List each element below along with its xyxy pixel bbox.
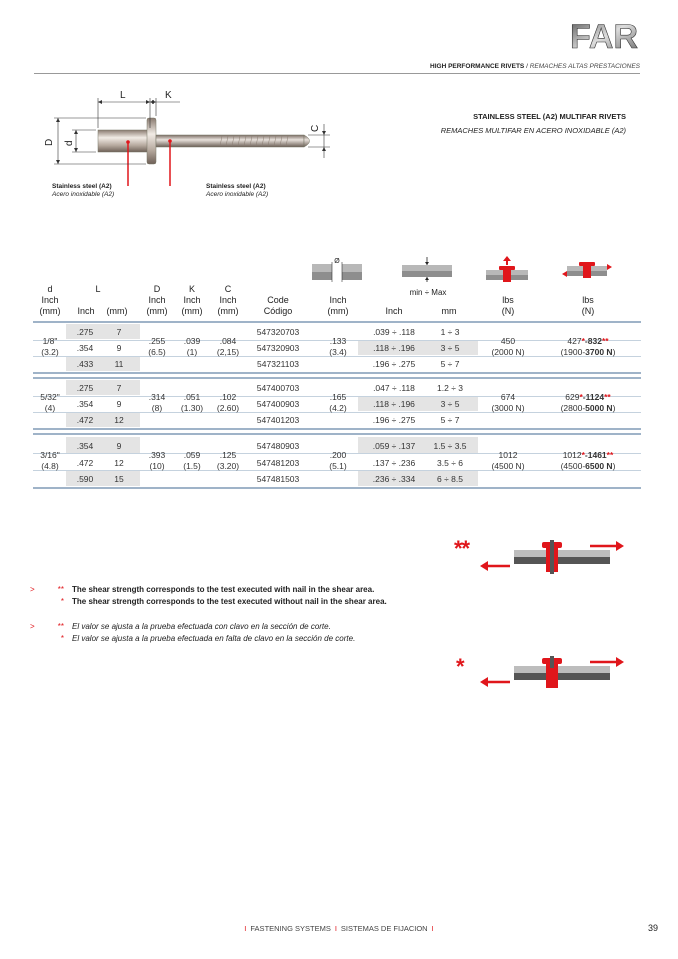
l-mm: 9 — [116, 399, 122, 409]
fig-without-nail-mark: * — [456, 654, 464, 679]
header-section-en: HIGH PERFORMANCE RIVETS — [430, 63, 525, 70]
col-hole-unit-mm: (mm) — [327, 306, 349, 316]
g2-C: .102 (2.60) — [216, 392, 240, 413]
far-logo — [568, 16, 640, 54]
col-head-grip-inch: Inch — [385, 306, 403, 316]
fig-with-nail-mark: ** — [454, 536, 470, 561]
page-number: 39 — [647, 923, 658, 933]
code: 547480903 — [256, 441, 300, 451]
grip-inch: .118 ÷ .196 — [373, 399, 415, 409]
col-d-unit-inch: Inch — [41, 295, 59, 305]
l-inch: .275 — [76, 383, 94, 393]
g3-d: 3/16" (4.8) — [40, 450, 60, 471]
code: 547481203 — [256, 458, 300, 468]
g2-K: .051 (1.30) — [180, 392, 204, 413]
col-head-l-label: L — [95, 284, 101, 294]
material-label-left — [52, 183, 114, 199]
g3-tensile: 1012 (4500 N) — [491, 450, 525, 471]
l-inch: .472 — [76, 415, 94, 425]
note-es-2: * El valor se ajusta a la prueba efectuada en falta de clavo en la sección de corte. — [60, 634, 356, 643]
grip-inch: .196 ÷ .275 — [372, 359, 416, 369]
svg-text:FAR: FAR — [570, 18, 638, 54]
l-mm: 9 — [116, 441, 122, 451]
col-D-label: D — [153, 284, 161, 294]
grip-mm: 3 ÷ 5 — [440, 399, 460, 409]
g2-D: .314 (8) — [148, 392, 166, 413]
col-head-grip-mm: mm — [441, 306, 457, 316]
header-section-es: REMACHES ALTAS PRESTACIONES — [529, 63, 640, 70]
svg-text:Ø: Ø — [334, 258, 340, 265]
l-mm: 7 — [116, 327, 122, 337]
shear-strength-icon — [561, 254, 613, 284]
l-mm: 11 — [114, 359, 124, 369]
g3-D: .393 (10) — [148, 450, 166, 471]
grip-mm: 5 ÷ 7 — [440, 415, 460, 425]
g3-shear: 1012*-1461** (4500-6500 N) — [560, 450, 616, 471]
l-mm: 7 — [116, 383, 122, 393]
col-K-unit-inch: Inch — [183, 295, 201, 305]
table-rule — [33, 377, 641, 379]
material-right-en: Stainless steel (A2) — [206, 183, 266, 190]
table-rule — [33, 321, 641, 323]
table-rule — [33, 433, 641, 435]
col-C-label: C — [224, 284, 232, 294]
shear-without-nail-figure — [478, 654, 628, 698]
footer-right: SISTEMAS DE FIJACION — [340, 924, 428, 933]
svg-text:K: K — [165, 90, 172, 101]
grip-inch: .196 ÷ .275 — [372, 415, 416, 425]
grip-inch: .059 ÷ .137 — [372, 441, 416, 451]
table-rule — [33, 372, 641, 374]
svg-text:D: D — [44, 138, 55, 146]
col-head-C — [212, 284, 244, 317]
col-code-label-es: Código — [263, 306, 293, 316]
g1-C: .084 (2,15) — [216, 336, 240, 357]
col-K-label: K — [188, 284, 195, 294]
material-left-es: Acero inoxidable (A2) — [52, 191, 115, 198]
note-en-1: > ** The shear strength corresponds to the test executed with nail in the shear area. — [30, 585, 375, 594]
footer-left: FASTENING SYSTEMS — [250, 924, 331, 933]
l-inch: .354 — [76, 399, 94, 409]
table-rule — [33, 428, 641, 430]
code: 547320903 — [256, 343, 300, 353]
col-K-unit-mm: (mm) — [181, 306, 203, 316]
col-head-K — [176, 284, 208, 317]
col-tensile-unit-lbs: lbs — [502, 295, 514, 305]
g3-hole: .200 (5.1) — [329, 450, 347, 471]
col-d-label: d — [47, 284, 53, 294]
l-mm: 12 — [114, 415, 124, 425]
g3-C: .125 (3.20) — [216, 450, 240, 471]
code: 547400703 — [256, 383, 300, 393]
code: 547320703 — [256, 327, 300, 337]
svg-text:L: L — [120, 90, 126, 101]
tensile-strength-icon — [484, 254, 530, 284]
grip-inch: .039 ÷ .118 — [373, 327, 415, 337]
grip-inch: .137 ÷ .236 — [372, 458, 416, 468]
l-inch: .472 — [76, 458, 94, 468]
grip-inch: .118 ÷ .196 — [373, 343, 415, 353]
hole-diameter-icon — [310, 258, 364, 284]
header-section — [430, 63, 640, 70]
col-head-grip-range: min ÷ Max — [409, 288, 447, 297]
col-shear-unit-n: (N) — [581, 306, 595, 316]
l-mm: 9 — [116, 343, 122, 353]
grip-mm: 3.5 ÷ 6 — [437, 458, 463, 468]
code: 547401203 — [256, 415, 300, 425]
product-title-en: STAINLESS STEEL (A2) MULTIFAR RIVETS — [473, 112, 626, 121]
g2-hole: .165 (4.2) — [329, 392, 347, 413]
l-inch: .275 — [76, 327, 94, 337]
note-es-1: > ** El valor se ajusta a la prueba efectuada con clavo en la sección de corte. — [30, 622, 331, 631]
col-shear-unit-lbs: lbs — [582, 295, 594, 305]
grip-mm: 5 ÷ 7 — [440, 359, 460, 369]
l-inch: .354 — [76, 343, 94, 353]
grip-inch: .047 ÷ .118 — [373, 383, 415, 393]
col-head-hole — [318, 295, 358, 317]
grip-mm: 1.2 ÷ 3 — [437, 383, 463, 393]
g2-d: 5/32" (4) — [40, 392, 60, 413]
material-label-right — [206, 183, 268, 199]
grip-mm: 3 ÷ 5 — [440, 343, 460, 353]
col-C-unit-mm: (mm) — [217, 306, 239, 316]
l-mm: 12 — [114, 458, 124, 468]
code: 547321103 — [257, 359, 299, 369]
col-head-d — [36, 284, 64, 317]
g1-K: .039 (1) — [183, 336, 201, 357]
header-rule — [34, 73, 640, 74]
svg-text:C: C — [310, 124, 321, 132]
svg-text:d: d — [64, 140, 75, 146]
g2-tensile: 674 (3000 N) — [491, 392, 525, 413]
grip-range-icon — [400, 256, 454, 282]
header-separator: / — [526, 63, 528, 70]
g3-K: .059 (1.5) — [183, 450, 201, 471]
shear-with-nail-figure — [478, 538, 628, 582]
material-left-en: Stainless steel (A2) — [52, 183, 112, 190]
col-C-unit-inch: Inch — [219, 295, 237, 305]
l-mm: 15 — [114, 474, 124, 484]
note-en-2: * The shear strength corresponds to the test executed without nail in the shear area. — [60, 597, 387, 606]
code: 547400903 — [256, 399, 300, 409]
g2-shear: 629*-1124** (2800-5000 N) — [560, 392, 616, 413]
col-D-unit-mm: (mm) — [146, 306, 168, 316]
material-right-es: Acero inoxidable (A2) — [206, 191, 269, 198]
table-rule — [33, 487, 641, 489]
l-inch: .354 — [76, 441, 94, 451]
l-inch: .590 — [76, 474, 94, 484]
col-code-label-en: Code — [267, 295, 289, 305]
col-hole-unit-inch: Inch — [329, 295, 347, 305]
grip-mm: 6 ÷ 8.5 — [437, 474, 463, 484]
l-inch: .433 — [76, 359, 94, 369]
product-title-es: REMACHES MULTIFAR EN ACERO INOXIDABLE (A2) — [440, 126, 626, 135]
col-head-code — [248, 295, 308, 317]
g1-shear: 427*-832** (1900-3700 N) — [560, 336, 616, 357]
g1-hole: .133 (3.4) — [329, 336, 347, 357]
g1-D: .255 (6.5) — [148, 336, 166, 357]
g1-d: 1/8" (3.2) — [41, 336, 59, 357]
col-d-unit-mm: (mm) — [39, 306, 61, 316]
col-head-l-inch: Inch — [77, 306, 95, 316]
footer: I FASTENING SYSTEMS I SISTEMAS DE FIJACION I — [244, 924, 434, 933]
grip-mm: 1 ÷ 3 — [440, 327, 460, 337]
col-head-tensile — [488, 295, 528, 317]
col-D-unit-inch: Inch — [148, 295, 166, 305]
g1-tensile: 450 (2000 N) — [491, 336, 525, 357]
code: 547481503 — [256, 474, 300, 484]
col-tensile-unit-n: (N) — [501, 306, 515, 316]
col-head-D — [142, 284, 172, 317]
grip-mm: 1.5 ÷ 3.5 — [433, 441, 467, 451]
col-head-l-mm: (mm) — [106, 306, 128, 316]
col-head-shear — [568, 295, 608, 317]
grip-inch: .236 ÷ .334 — [372, 474, 416, 484]
